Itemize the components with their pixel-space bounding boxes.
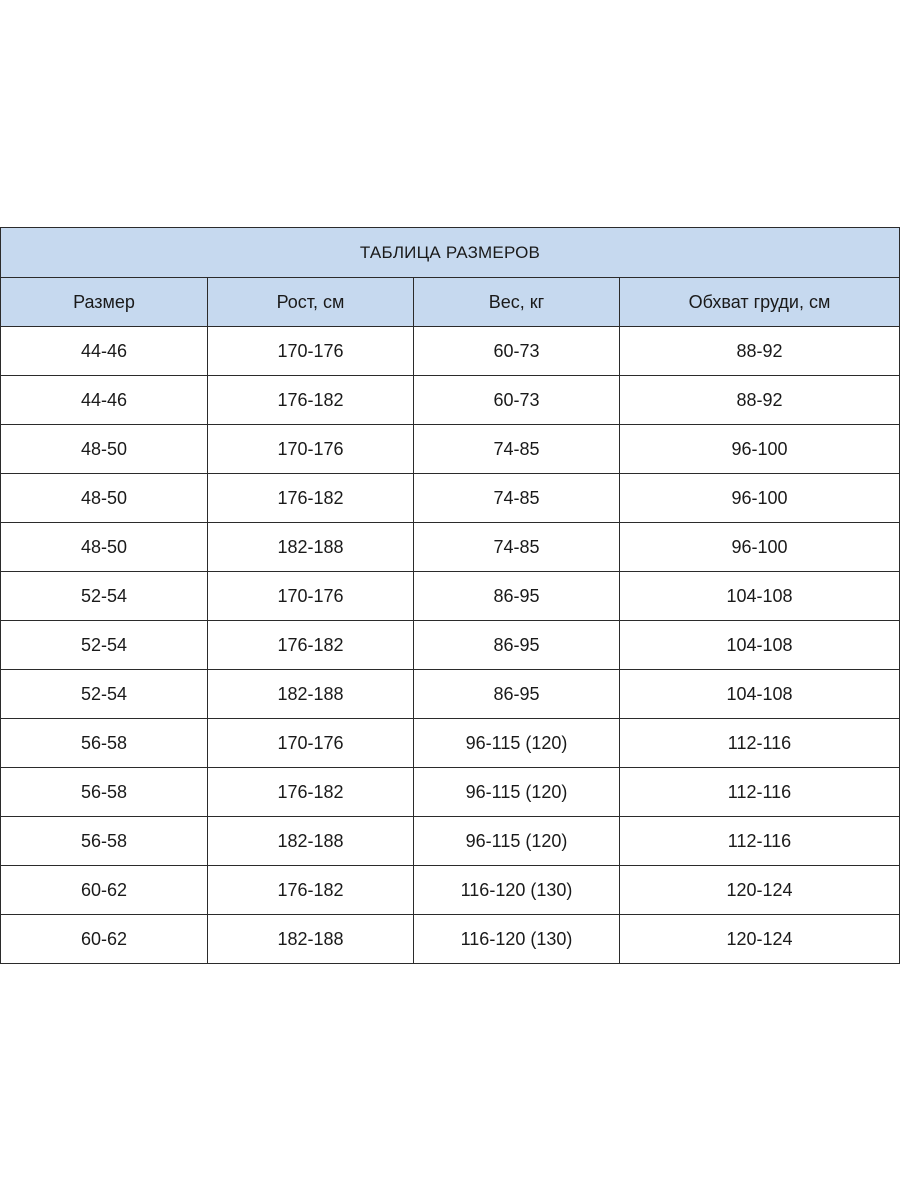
cell-weight: 60-73: [414, 327, 620, 376]
cell-size: 60-62: [1, 915, 208, 964]
table-row: [1, 425, 900, 474]
table-row: [1, 572, 900, 621]
size-chart-table: [0, 227, 900, 964]
table-row: [1, 621, 900, 670]
cell-height: 176-182: [208, 621, 414, 670]
table-row: [1, 817, 900, 866]
cell-weight: 96-115 (120): [414, 719, 620, 768]
table-row: [1, 376, 900, 425]
cell-chest: 104-108: [620, 621, 900, 670]
cell-chest: 104-108: [620, 572, 900, 621]
cell-weight: 74-85: [414, 523, 620, 572]
cell-size: 52-54: [1, 572, 208, 621]
cell-weight: 74-85: [414, 425, 620, 474]
cell-weight: 86-95: [414, 572, 620, 621]
cell-height: 182-188: [208, 523, 414, 572]
table-row: [1, 915, 900, 964]
cell-weight: 116-120 (130): [414, 915, 620, 964]
cell-chest: 96-100: [620, 474, 900, 523]
cell-weight: 86-95: [414, 621, 620, 670]
cell-height: 182-188: [208, 915, 414, 964]
table-row: [1, 327, 900, 376]
cell-size: 60-62: [1, 866, 208, 915]
cell-height: 182-188: [208, 817, 414, 866]
cell-size: 56-58: [1, 719, 208, 768]
cell-height: 176-182: [208, 376, 414, 425]
cell-chest: 96-100: [620, 425, 900, 474]
cell-size: 52-54: [1, 621, 208, 670]
cell-size: 56-58: [1, 768, 208, 817]
cell-chest: 120-124: [620, 866, 900, 915]
cell-chest: 120-124: [620, 915, 900, 964]
cell-size: 44-46: [1, 376, 208, 425]
table-title-row: [1, 228, 900, 278]
cell-size: 48-50: [1, 425, 208, 474]
cell-chest: 112-116: [620, 719, 900, 768]
cell-weight: 74-85: [414, 474, 620, 523]
cell-height: 176-182: [208, 768, 414, 817]
table-title: ТАБЛИЦА РАЗМЕРОВ: [1, 228, 900, 278]
cell-height: 182-188: [208, 670, 414, 719]
cell-height: 170-176: [208, 327, 414, 376]
cell-height: 176-182: [208, 866, 414, 915]
cell-size: 52-54: [1, 670, 208, 719]
cell-size: 48-50: [1, 523, 208, 572]
column-header-weight: Вес, кг: [414, 278, 620, 327]
cell-size: 56-58: [1, 817, 208, 866]
cell-chest: 104-108: [620, 670, 900, 719]
cell-size: 48-50: [1, 474, 208, 523]
cell-chest: 88-92: [620, 327, 900, 376]
cell-chest: 88-92: [620, 376, 900, 425]
table-row: [1, 768, 900, 817]
cell-height: 170-176: [208, 719, 414, 768]
cell-chest: 112-116: [620, 817, 900, 866]
cell-chest: 96-100: [620, 523, 900, 572]
cell-height: 170-176: [208, 572, 414, 621]
column-header-size: Размер: [1, 278, 208, 327]
cell-weight: 116-120 (130): [414, 866, 620, 915]
cell-height: 170-176: [208, 425, 414, 474]
cell-weight: 96-115 (120): [414, 817, 620, 866]
cell-weight: 86-95: [414, 670, 620, 719]
column-header-height: Рост, см: [208, 278, 414, 327]
table-row: [1, 719, 900, 768]
cell-weight: 60-73: [414, 376, 620, 425]
table-body: [1, 327, 900, 964]
table-row: [1, 523, 900, 572]
table-row: [1, 474, 900, 523]
column-header-chest: Обхват груди, см: [620, 278, 900, 327]
table-row: [1, 866, 900, 915]
cell-chest: 112-116: [620, 768, 900, 817]
cell-height: 176-182: [208, 474, 414, 523]
table-header-row: [1, 278, 900, 327]
table-row: [1, 670, 900, 719]
cell-weight: 96-115 (120): [414, 768, 620, 817]
cell-size: 44-46: [1, 327, 208, 376]
